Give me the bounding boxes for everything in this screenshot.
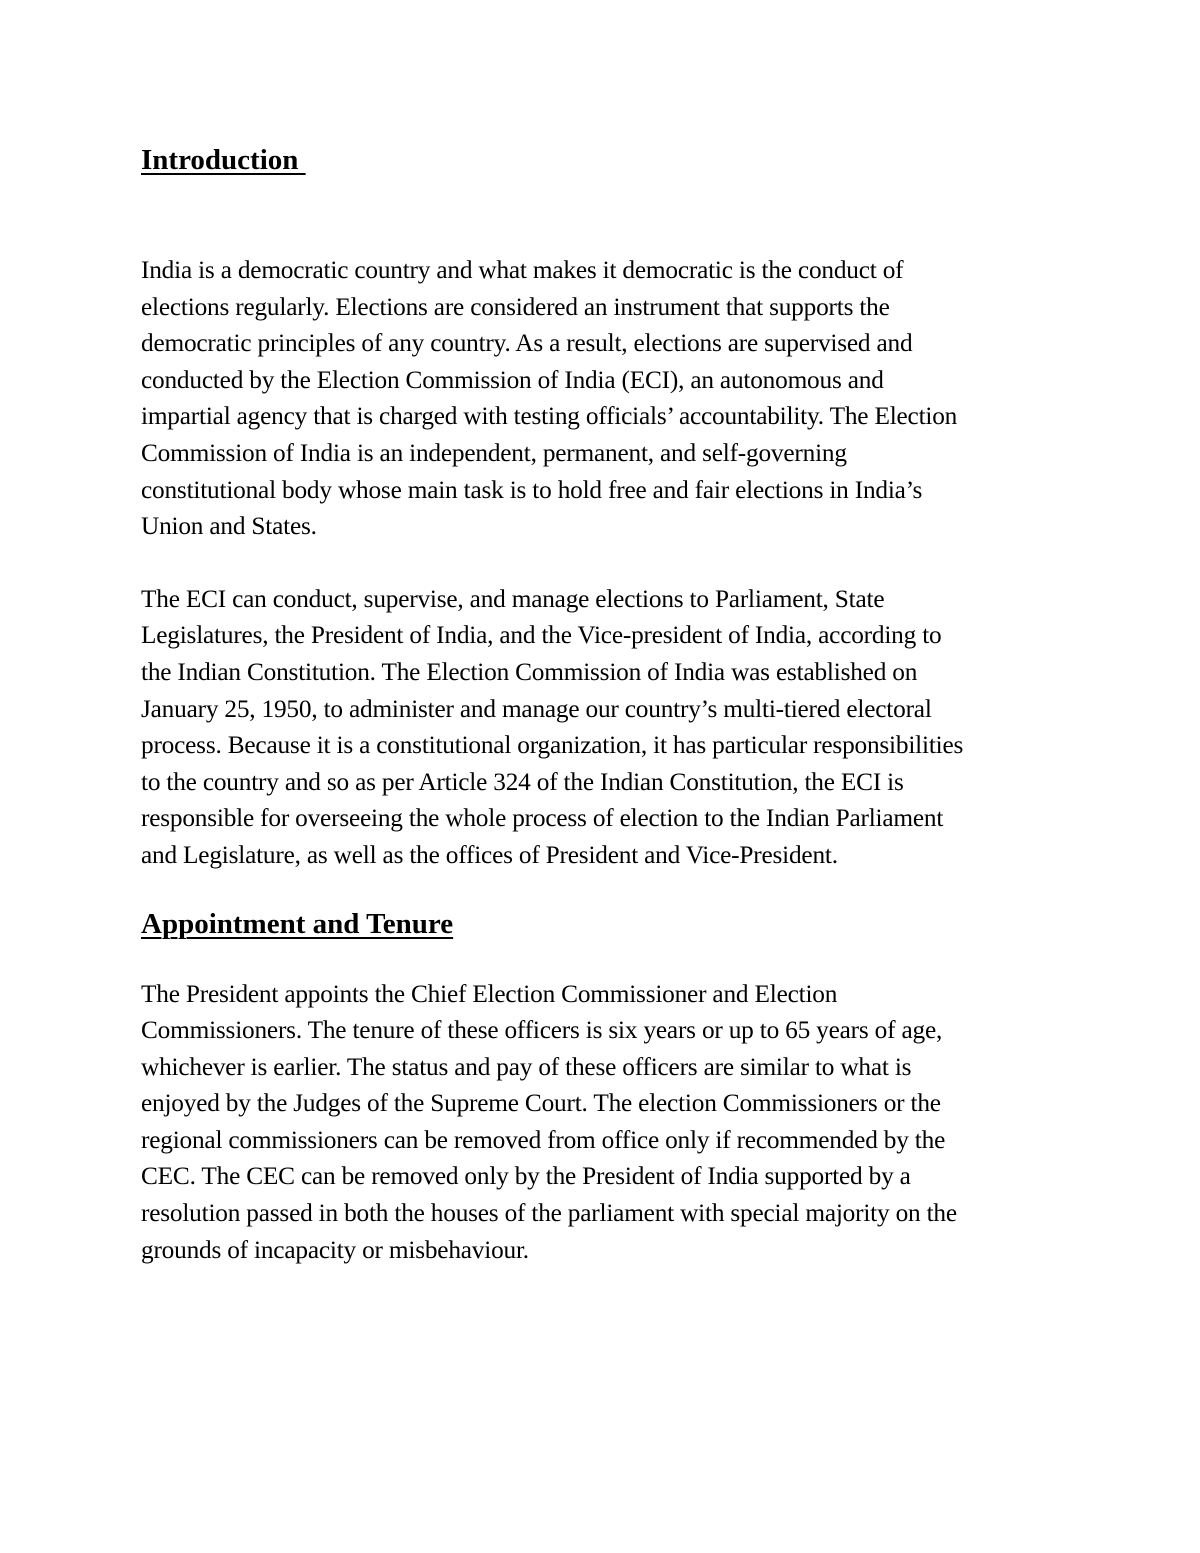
text-line: Commissioners. The tenure of these officers is six years or up to 65 years of age, bbox=[141, 1016, 943, 1045]
heading-introduction: Introduction bbox=[141, 144, 306, 176]
text-line: whichever is earlier. The status and pay of these officers are similar to what is bbox=[141, 1052, 912, 1081]
text-line: Commission of India is an independent, permanent, and self-governing bbox=[141, 438, 847, 467]
text-line: The President appoints the Chief Election Commissioner and Election bbox=[141, 979, 838, 1008]
text-line: the Indian Constitution. The Election Commission of India was established on bbox=[141, 657, 918, 686]
text-line: grounds of incapacity or misbehaviour. bbox=[141, 1235, 529, 1264]
text-line: January 25, 1950, to administer and manage our country’s multi-tiered electoral bbox=[141, 694, 932, 723]
text-line: enjoyed by the Judges of the Supreme Court. The election Commissioners or the bbox=[141, 1089, 941, 1118]
heading-appointment-and-tenure: Appointment and Tenure bbox=[141, 907, 454, 940]
paragraph-appointment bbox=[141, 976, 1061, 1269]
text-line: and Legislature, as well as the offices of President and Vice-President. bbox=[141, 840, 838, 869]
text-line: CEC. The CEC can be removed only by the President of India supported by a bbox=[141, 1162, 911, 1191]
document-page bbox=[141, 140, 1061, 1268]
text-line: constitutional body whose main task is to hold free and fair elections in India’s bbox=[141, 475, 923, 504]
text-line: responsible for overseeing the whole process of election to the Indian Parliament bbox=[141, 804, 944, 833]
text-line: to the country and so as per Article 324 of the Indian Constitution, the ECI is bbox=[141, 767, 904, 796]
paragraph-introduction-1 bbox=[141, 252, 1061, 545]
text-line: process. Because it is a constitutional organization, it has particular responsibilities bbox=[141, 731, 964, 760]
text-line: The ECI can conduct, supervise, and manage elections to Parliament, State bbox=[141, 584, 885, 613]
text-line: impartial agency that is charged with testing officials’ accountability. The Election bbox=[141, 402, 958, 431]
text-line: democratic principles of any country. As a result, elections are supervised and bbox=[141, 329, 913, 358]
text-line: elections regularly. Elections are considered an instrument that supports the bbox=[141, 292, 890, 321]
text-line: conducted by the Election Commission of India (ECI), an autonomous and bbox=[141, 365, 884, 394]
paragraph-introduction-2 bbox=[141, 581, 1061, 874]
text-line: India is a democratic country and what makes it democratic is the conduct of bbox=[141, 256, 904, 284]
text-line: Legislatures, the President of India, and the Vice-president of India, according to bbox=[141, 621, 942, 650]
text-line: regional commissioners can be removed from office only if recommended by the bbox=[141, 1125, 946, 1154]
text-line: Union and States. bbox=[141, 512, 317, 541]
text-line: resolution passed in both the houses of the parliament with special majority on the bbox=[141, 1199, 957, 1228]
